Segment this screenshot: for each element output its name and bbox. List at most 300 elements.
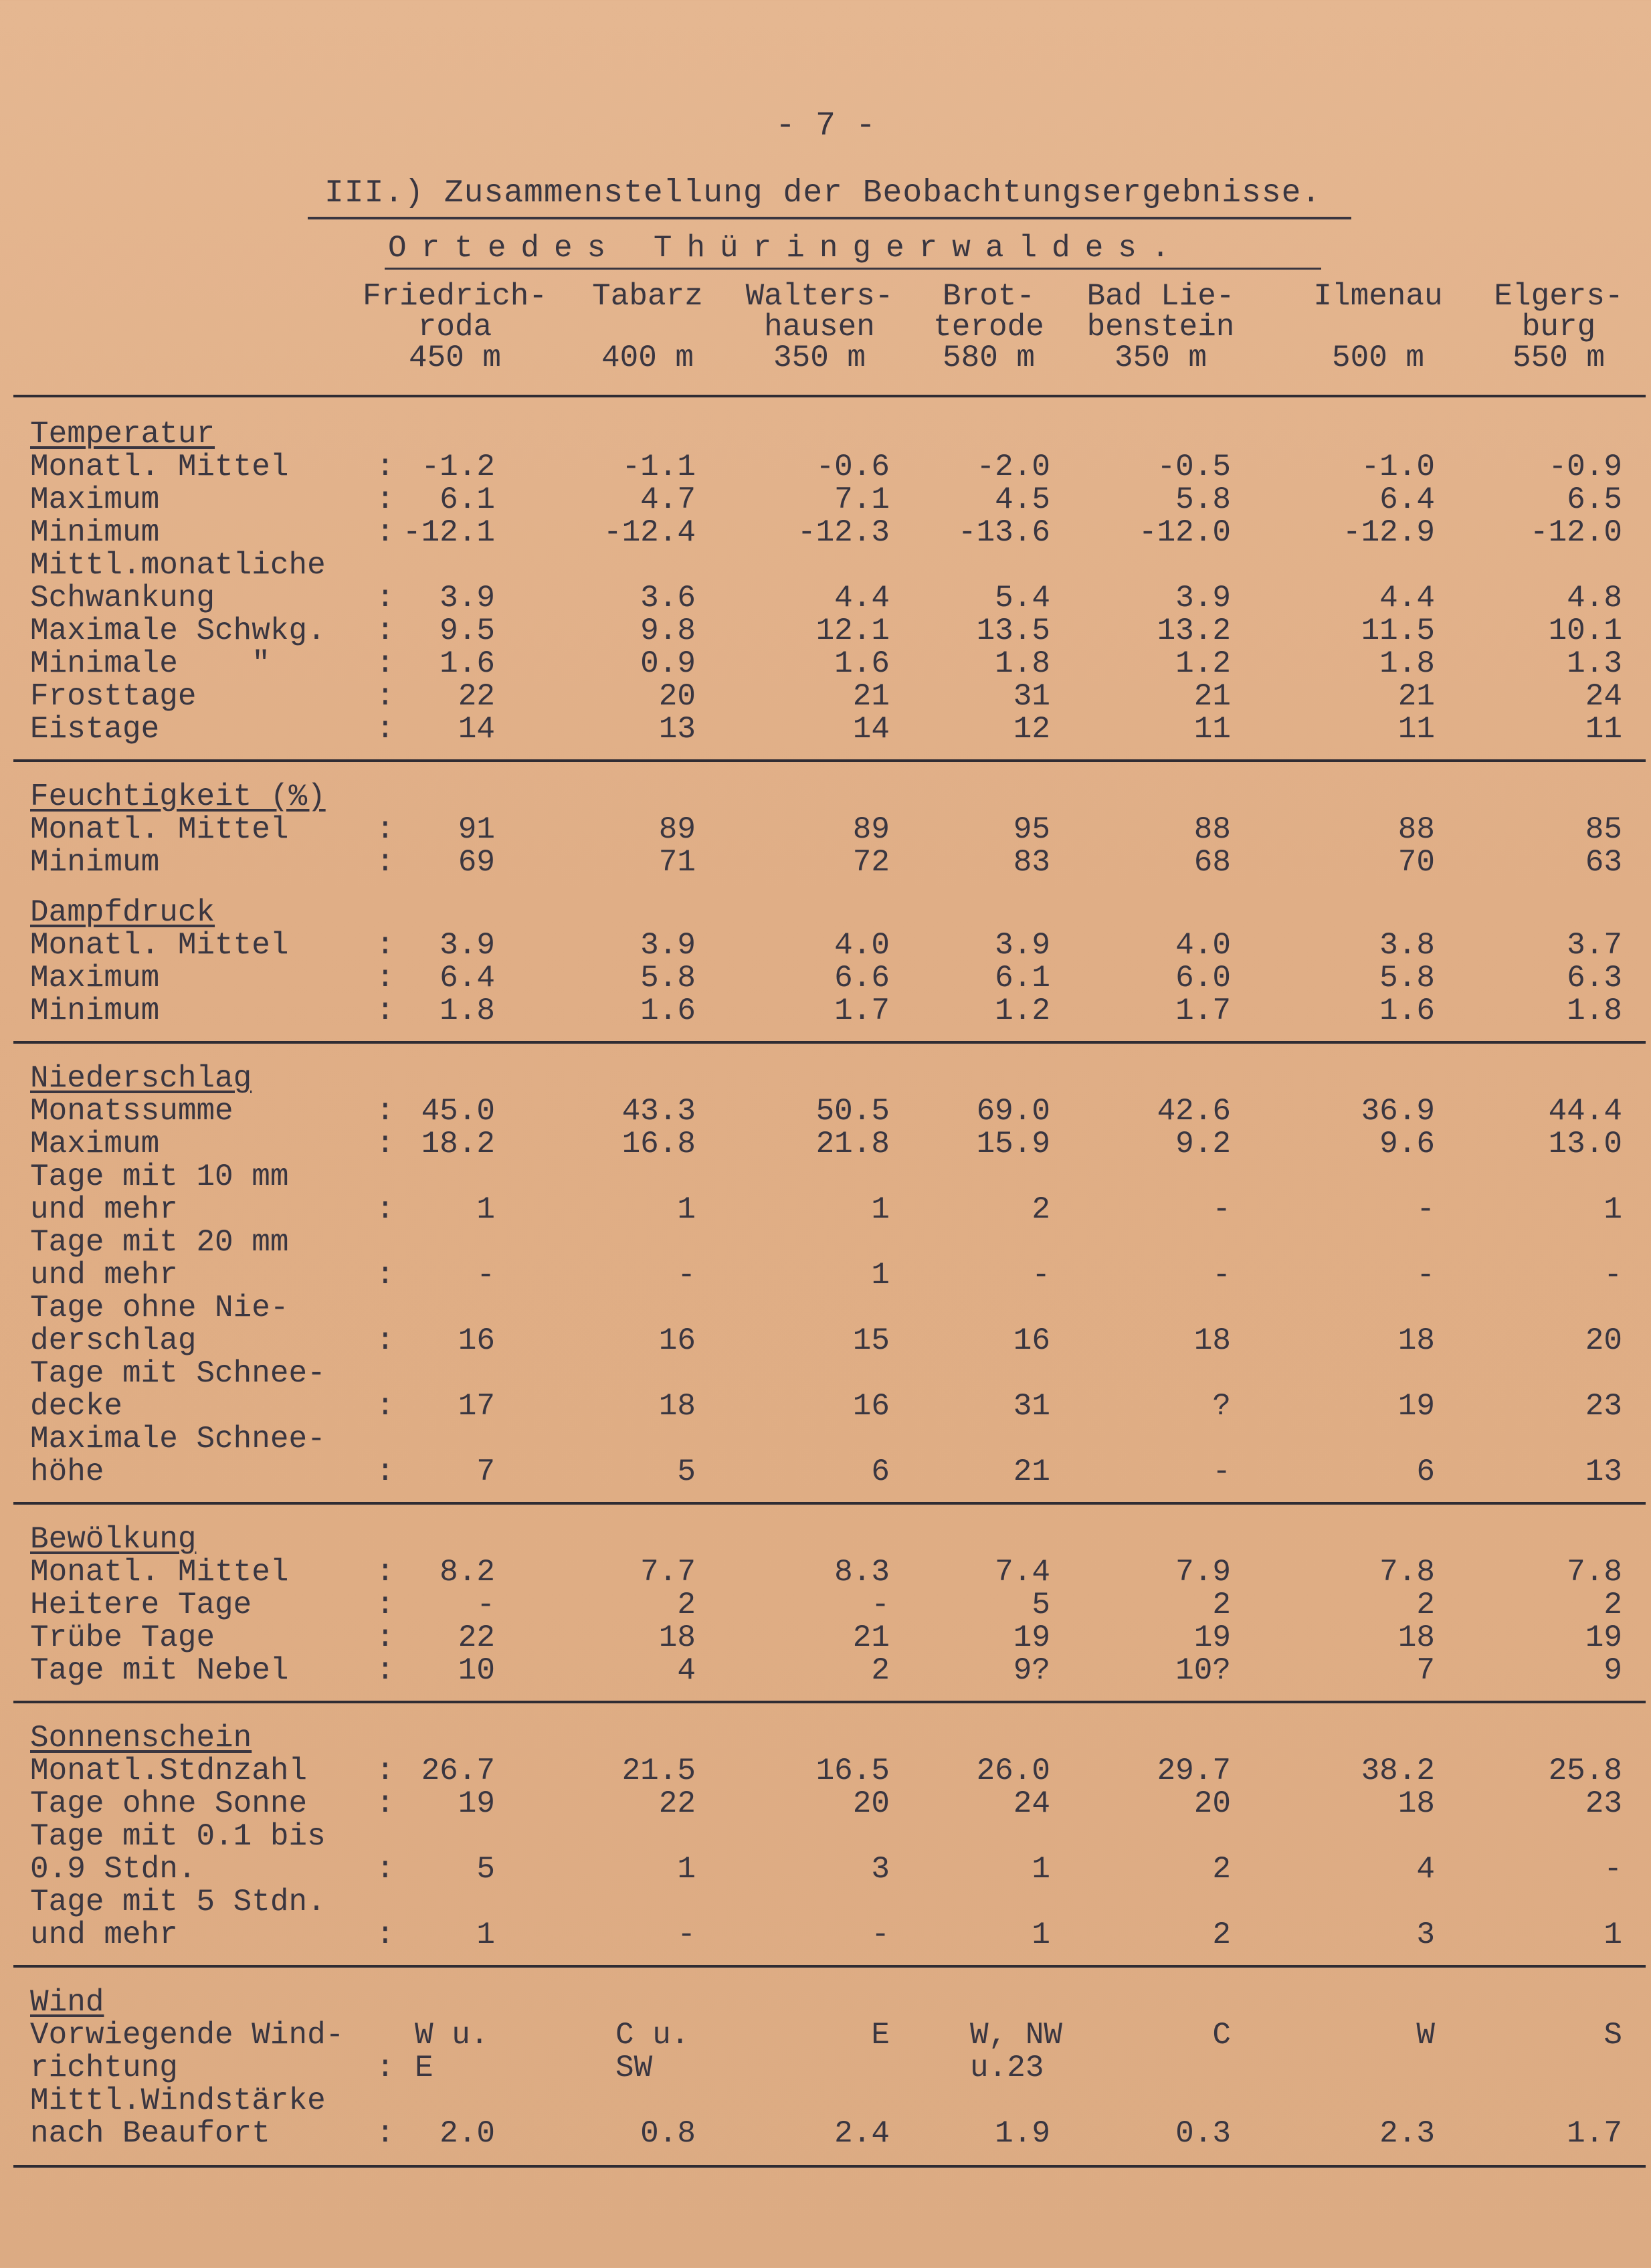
table-cell: 16: [458, 1323, 495, 1358]
row-label-line: [0, 1226, 1651, 1258]
table-cell: -0.9: [1548, 450, 1622, 484]
row-label: Monatssumme: [30, 1094, 233, 1129]
table-cell: 21: [852, 679, 890, 714]
table-cell: 7.8: [1567, 1555, 1622, 1590]
row-colon: :: [376, 2051, 395, 2085]
row-label: Maximum: [30, 482, 160, 517]
table-row: [0, 2117, 1651, 2150]
row-label: Maximale Schnee-: [30, 1422, 326, 1456]
row-colon: :: [376, 450, 395, 484]
table-cell: 3: [1416, 1917, 1435, 1952]
table-cell: 20: [658, 679, 696, 714]
row-colon: :: [376, 646, 395, 681]
table-cell: 6.3: [1567, 961, 1622, 996]
table-row: [0, 1655, 1651, 1687]
table-cell: 1.6: [640, 994, 696, 1028]
table-cell: -12.0: [1529, 515, 1622, 550]
row-label: richtung: [30, 2051, 178, 2085]
table-cell: 2: [1416, 1588, 1435, 1622]
table-cell: 3.7: [1567, 928, 1622, 963]
section-divider: [13, 395, 1646, 397]
column-name: [547, 312, 748, 343]
column-name: benstein: [1086, 310, 1235, 345]
row-colon: :: [376, 961, 395, 996]
table-cell: W: [1416, 2018, 1435, 2053]
table-cell: 22: [658, 1786, 696, 1821]
row-label: Tage ohne Sonne: [30, 1786, 308, 1821]
table-cell: C: [1212, 2018, 1231, 2053]
table-cell: 21: [1193, 679, 1231, 714]
table-cell: 85: [1585, 812, 1622, 847]
table-cell: 1.2: [1175, 646, 1231, 681]
row-colon: :: [376, 515, 395, 550]
column-header: [547, 281, 748, 373]
column-altitude: 350 m: [1114, 341, 1207, 375]
row-label: höhe: [30, 1454, 104, 1489]
table-row: [0, 451, 1651, 483]
table-cell: 17: [458, 1389, 495, 1424]
table-cell: -2.0: [976, 450, 1050, 484]
table-cell: 21: [1013, 1454, 1050, 1489]
table-cell: 21.5: [621, 1754, 696, 1788]
column-name: Bad Lie-: [1086, 279, 1235, 314]
table-cell: 9.8: [640, 613, 696, 648]
table-row: [0, 484, 1651, 516]
table-cell: 4.4: [834, 581, 890, 616]
table-cell: 13.2: [1157, 613, 1231, 648]
table-cell: -: [476, 1588, 495, 1622]
row-label: Schwankung: [30, 581, 215, 616]
table-cell: 18: [658, 1620, 696, 1655]
row-colon: :: [376, 482, 395, 517]
table-cell: 9.2: [1175, 1127, 1231, 1161]
table-cell: 11: [1193, 712, 1231, 747]
table-cell: 69: [458, 845, 495, 880]
table-cell: -: [1416, 1192, 1435, 1227]
row-label-line: [0, 1423, 1651, 1455]
table-cell: 22: [458, 1620, 495, 1655]
table-cell: 11: [1585, 712, 1622, 747]
table-cell: 72: [852, 845, 890, 880]
table-cell: -: [677, 1917, 696, 1952]
row-colon: :: [376, 1094, 395, 1129]
table-cell: 13.0: [1548, 1127, 1622, 1161]
table-cell: -1.2: [421, 450, 495, 484]
table-row: [0, 1589, 1651, 1621]
table-cell: 18.2: [421, 1127, 495, 1161]
table-cell: -12.1: [402, 515, 495, 550]
table-row: [0, 516, 1651, 549]
table-cell: 7.1: [834, 482, 890, 517]
table-cell: 69.0: [976, 1094, 1050, 1129]
table-cell: 9?: [1013, 1653, 1050, 1688]
page-number: - 7 -: [775, 107, 876, 145]
title-underline: [308, 217, 1351, 219]
table-cell: 1.6: [1379, 994, 1435, 1028]
table-cell: 3.9: [440, 928, 495, 963]
row-label-line: [0, 2052, 1651, 2084]
section-heading: [0, 418, 1651, 450]
row-colon: :: [376, 1786, 395, 1821]
table-cell: 14: [458, 712, 495, 747]
table-cell: -0.6: [815, 450, 890, 484]
table-cell: 2: [677, 1588, 696, 1622]
table-cell: 21: [1397, 679, 1435, 714]
table-cell: 1: [1604, 1192, 1622, 1227]
table-row: [0, 929, 1651, 961]
section-heading: [0, 1062, 1651, 1095]
table-cell: 1.7: [1567, 2116, 1622, 2151]
table-cell: 88: [1193, 812, 1231, 847]
column-altitude: 450 m: [408, 341, 502, 375]
table-cell: 3: [871, 1852, 890, 1887]
row-label: Tage mit Schnee-: [30, 1356, 326, 1391]
table-row: [0, 713, 1651, 745]
table-cell: 95: [1013, 812, 1050, 847]
table-cell: 8.2: [440, 1555, 495, 1590]
column-altitude: 350 m: [773, 341, 866, 375]
row-label-line: [0, 1820, 1651, 1853]
column-name: burg: [1521, 310, 1596, 345]
table-cell: -: [1212, 1258, 1231, 1293]
row-label: Maximum: [30, 1127, 160, 1161]
table-cell: 4.5: [995, 482, 1050, 517]
row-colon: :: [376, 994, 395, 1028]
table-cell: 44.4: [1548, 1094, 1622, 1129]
table-cell: 26.7: [421, 1754, 495, 1788]
table-cell: 22: [458, 679, 495, 714]
table-cell: 1: [476, 1192, 495, 1227]
table-cell: 16: [658, 1323, 696, 1358]
table-cell: 2.0: [440, 2116, 495, 2151]
row-colon: :: [376, 1917, 395, 1952]
table-cell: 1.2: [995, 994, 1050, 1028]
table-cell: 9.6: [1379, 1127, 1435, 1161]
row-label-line: [0, 549, 1651, 581]
table-cell: -: [677, 1258, 696, 1293]
table-cell: -: [1416, 1258, 1435, 1293]
table-row: [0, 1853, 1651, 1885]
row-label: derschlag: [30, 1323, 197, 1358]
table-row: [0, 1390, 1651, 1422]
table-cell: 2: [1212, 1852, 1231, 1887]
row-label: Tage mit 0.1 bis: [30, 1819, 326, 1854]
column-header: [888, 281, 1089, 373]
table-row: [0, 1194, 1651, 1226]
table-cell: 1.6: [834, 646, 890, 681]
table-cell: 10?: [1175, 1653, 1231, 1688]
table-cell: 19: [1013, 1620, 1050, 1655]
table-cell: 15.9: [976, 1127, 1050, 1161]
column-header: [1278, 281, 1478, 373]
table-cell: 71: [658, 845, 696, 880]
column-name: Friedrich-: [362, 279, 548, 314]
table-cell: -12.4: [603, 515, 696, 550]
row-label: Tage mit 5 Stdn.: [30, 1885, 326, 1919]
row-label: Frosttage: [30, 679, 197, 714]
table-cell: 23: [1585, 1786, 1622, 1821]
table-cell: W u. E: [415, 2018, 489, 2085]
table-cell: 5: [476, 1852, 495, 1887]
table-cell: -: [1212, 1454, 1231, 1489]
table-cell: 13: [658, 712, 696, 747]
table-cell: 1.6: [440, 646, 495, 681]
column-name: Tabarz: [592, 279, 703, 314]
table-cell: 0.9: [640, 646, 696, 681]
row-label: Tage mit 20 mm: [30, 1225, 289, 1260]
table-row: [0, 1755, 1651, 1787]
table-cell: 7: [476, 1454, 495, 1489]
table-cell: 5: [1032, 1588, 1050, 1622]
row-colon: :: [376, 1653, 395, 1688]
table-cell: 2: [1212, 1588, 1231, 1622]
table-row: [0, 1919, 1651, 1951]
table-cell: 5.8: [1175, 482, 1231, 517]
row-label: und mehr: [30, 1917, 178, 1952]
table-cell: 2: [1212, 1917, 1231, 1952]
table-cell: 3.9: [640, 928, 696, 963]
table-cell: 1: [476, 1917, 495, 1952]
row-label: Minimum: [30, 994, 160, 1028]
table-row: [0, 1259, 1651, 1291]
row-label: Monatl. Mittel: [30, 450, 289, 484]
column-name: [1278, 312, 1478, 343]
section-title: Bewölkung: [30, 1522, 197, 1557]
table-row: [0, 1556, 1651, 1588]
table-cell: 18: [658, 1389, 696, 1424]
table-cell: 68: [1193, 845, 1231, 880]
row-colon: :: [376, 1192, 395, 1227]
table-cell: 16: [852, 1389, 890, 1424]
table-cell: 45.0: [421, 1094, 495, 1129]
table-cell: 12.1: [815, 613, 890, 648]
table-cell: 24: [1585, 679, 1622, 714]
row-colon: :: [376, 712, 395, 747]
subtitle-underline: [385, 268, 1321, 270]
table-cell: 1: [871, 1192, 890, 1227]
document-subtitle: Ortedes Thüringerwaldes.: [388, 231, 1185, 266]
row-colon: :: [376, 928, 395, 963]
table-row: [0, 1456, 1651, 1488]
table-cell: 6.4: [440, 961, 495, 996]
row-colon: :: [376, 812, 395, 847]
table-cell: 16.5: [815, 1754, 890, 1788]
table-cell: 1.7: [1175, 994, 1231, 1028]
table-cell: 0.3: [1175, 2116, 1231, 2151]
table-cell: 5.4: [995, 581, 1050, 616]
table-cell: 20: [1193, 1786, 1231, 1821]
table-cell: 1.3: [1567, 646, 1622, 681]
table-cell: 3.9: [995, 928, 1050, 963]
section-title: Temperatur: [30, 417, 215, 452]
table-cell: 3.6: [640, 581, 696, 616]
column-name: roda: [417, 310, 492, 345]
table-cell: 26.0: [976, 1754, 1050, 1788]
table-cell: -1.1: [621, 450, 696, 484]
table-cell: 70: [1397, 845, 1435, 880]
table-cell: 83: [1013, 845, 1050, 880]
table-cell: 14: [852, 712, 890, 747]
table-cell: 1.8: [440, 994, 495, 1028]
table-cell: -0.5: [1157, 450, 1231, 484]
table-cell: 18: [1397, 1323, 1435, 1358]
section-heading: [0, 1986, 1651, 2018]
row-colon: :: [376, 1754, 395, 1788]
table-cell: -: [476, 1258, 495, 1293]
table-cell: 36.9: [1361, 1094, 1435, 1129]
section-divider: [13, 1965, 1646, 1968]
table-cell: 1: [871, 1258, 890, 1293]
table-cell: -: [1032, 1258, 1050, 1293]
table-cell: 2.4: [834, 2116, 890, 2151]
section-heading: [0, 1523, 1651, 1555]
row-colon: :: [376, 1127, 395, 1161]
table-cell: 4.0: [1175, 928, 1231, 963]
table-cell: 13: [1585, 1454, 1622, 1489]
table-row: [0, 995, 1651, 1027]
table-cell: 1.9: [995, 2116, 1050, 2151]
table-cell: 5: [677, 1454, 696, 1489]
table-cell: 1.8: [1567, 994, 1622, 1028]
table-cell: 1.8: [1379, 646, 1435, 681]
table-cell: 19: [1397, 1389, 1435, 1424]
column-name: Ilmenau: [1313, 279, 1443, 314]
table-cell: 20: [1585, 1323, 1622, 1358]
table-cell: C u. SW: [615, 2018, 690, 2085]
section-heading: [0, 896, 1651, 929]
table-cell: 1: [677, 1852, 696, 1887]
table-cell: 6: [871, 1454, 890, 1489]
table-cell: 2: [1032, 1192, 1050, 1227]
table-cell: 10: [458, 1653, 495, 1688]
table-cell: 7: [1416, 1653, 1435, 1688]
row-label: Minimale ": [30, 646, 270, 681]
row-label: nach Beaufort: [30, 2116, 270, 2151]
table-cell: -: [871, 1588, 890, 1622]
row-colon: :: [376, 1852, 395, 1887]
table-row: [0, 680, 1651, 713]
table-cell: 9.5: [440, 613, 495, 648]
table-cell: 88: [1397, 812, 1435, 847]
table-cell: -13.6: [957, 515, 1050, 550]
table-cell: W, NW u.23: [970, 2018, 1063, 2085]
row-colon: :: [376, 1555, 395, 1590]
table-cell: 2.3: [1379, 2116, 1435, 2151]
section-divider: [13, 1502, 1646, 1505]
row-colon: :: [376, 1620, 395, 1655]
row-label: Mittl.monatliche: [30, 548, 326, 583]
table-row: [0, 1622, 1651, 1654]
table-cell: 10.1: [1548, 613, 1622, 648]
table-cell: 6.1: [995, 961, 1050, 996]
table-cell: 18: [1397, 1786, 1435, 1821]
table-cell: -12.3: [797, 515, 890, 550]
table-cell: 23: [1585, 1389, 1622, 1424]
table-cell: 9: [1604, 1653, 1622, 1688]
table-cell: 8.3: [834, 1555, 890, 1590]
section-divider: [13, 2165, 1646, 2168]
row-label: Tage mit 10 mm: [30, 1159, 289, 1194]
table-cell: 16.8: [621, 1127, 696, 1161]
table-cell: 6.6: [834, 961, 890, 996]
table-cell: 3.9: [440, 581, 495, 616]
column-name: terode: [933, 310, 1044, 345]
table-cell: 15: [852, 1323, 890, 1358]
row-colon: :: [376, 1588, 395, 1622]
table-cell: 4: [1416, 1852, 1435, 1887]
table-cell: 7.9: [1175, 1555, 1231, 1590]
table-cell: 6.0: [1175, 961, 1231, 996]
table-row: [0, 1095, 1651, 1127]
table-cell: -12.0: [1138, 515, 1231, 550]
column-name: Elgers-: [1494, 279, 1624, 314]
column-altitude: 400 m: [601, 341, 694, 375]
row-label: Heitere Tage: [30, 1588, 252, 1622]
table-cell: 31: [1013, 679, 1050, 714]
column-name: Brot-: [942, 279, 1036, 314]
row-label: und mehr: [30, 1258, 178, 1293]
table-cell: 20: [852, 1786, 890, 1821]
table-cell: 3.9: [1175, 581, 1231, 616]
table-cell: -12.9: [1342, 515, 1435, 550]
row-colon: :: [376, 845, 395, 880]
row-label-line: [0, 1292, 1651, 1324]
table-cell: 6: [1416, 1454, 1435, 1489]
table-cell: 25.8: [1548, 1754, 1622, 1788]
table-cell: 43.3: [621, 1094, 696, 1129]
table-cell: 4.0: [834, 928, 890, 963]
column-name: hausen: [764, 310, 875, 345]
table-cell: 91: [458, 812, 495, 847]
table-cell: 1.8: [995, 646, 1050, 681]
table-cell: 89: [658, 812, 696, 847]
table-cell: 7.8: [1379, 1555, 1435, 1590]
row-label: Vorwiegende Wind-: [30, 2018, 345, 2053]
table-cell: 0.8: [640, 2116, 696, 2151]
row-label: Monatl.Stdnzahl: [30, 1754, 308, 1788]
section-heading: [0, 1722, 1651, 1754]
table-cell: 42.6: [1157, 1094, 1231, 1129]
table-cell: 1: [1032, 1917, 1050, 1952]
row-label: Minimum: [30, 515, 160, 550]
column-header: [355, 281, 555, 373]
row-label: Eistage: [30, 712, 160, 747]
table-cell: 7.7: [640, 1555, 696, 1590]
table-cell: 11: [1397, 712, 1435, 747]
row-colon: :: [376, 1389, 395, 1424]
table-cell: 18: [1193, 1323, 1231, 1358]
table-cell: 19: [1193, 1620, 1231, 1655]
column-name: Walters-: [745, 279, 894, 314]
table-cell: 6.5: [1567, 482, 1622, 517]
table-row: [0, 648, 1651, 680]
table-cell: 1: [1604, 1917, 1622, 1952]
table-cell: 6.4: [1379, 482, 1435, 517]
row-label-line: [0, 2085, 1651, 2117]
table-cell: 89: [852, 812, 890, 847]
table-row: [0, 1325, 1651, 1357]
section-title: Dampfdruck: [30, 895, 215, 930]
section-title: Niederschlag: [30, 1061, 252, 1096]
row-label: Monatl. Mittel: [30, 1555, 289, 1590]
table-cell: -: [1212, 1192, 1231, 1227]
table-cell: 13.5: [976, 613, 1050, 648]
row-label: decke: [30, 1389, 123, 1424]
table-cell: -: [1604, 1852, 1622, 1887]
row-label: Tage mit Nebel: [30, 1653, 289, 1688]
table-cell: 19: [1585, 1620, 1622, 1655]
table-row: [0, 1128, 1651, 1160]
